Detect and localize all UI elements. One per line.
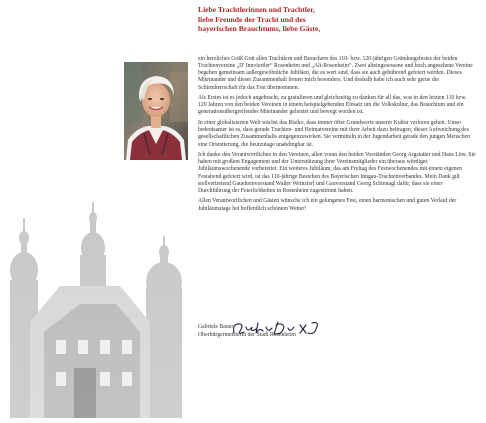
paragraph: ein herzliches Grüß Gott allen Trachtlern und Besuchern des 110- bzw. 120-jährigen Gründungsfestes der beiden Trachtenvereine „D' Innviertler“ Rosenheim und „Alt-Rosenheim“. Zwei alteingesessene und hoch angesehene Vereine begehen gemeinsam außergewöhnliche Jubiläen, die es wert sind, dass sie auch gebührend gefeiert werden. Dieses Miteinander und dieser Zusammenhalt freuen mich besonders. Und deshalb habe ich auch sehr gerne die Schirmherrschaft für das Fest übernommen.	[198, 56, 473, 91]
paragraph: Allen Verantwortlichen und Gästen wünsche ich ein gelungenes Fest, einen harmonischen und guten Verlauf der Jubiläumstage bei hoffentlich schönem Wetter!	[198, 198, 457, 212]
greeting-line-3: bayerischen Brauchtums, liebe Gäste,	[198, 24, 321, 34]
greeting-heading	[198, 5, 478, 34]
paragraph: In einer globalisierten Welt wächst das Risiko, dass immer öfter Grundwerte unserer Kultur verloren gehen. Umso bedeutsamer ist es, dass gerade Trachten- und Heimatvereine mit ihrer Arbeit dazu beitragen, dieser Aufweichung des gesellschaftlichen Zusammenhalts entgegenzuwirken. Sie vermitteln in der Jugendarbeit gerade den jungen Menschen eine Orientierung, die heutzutage unabdingbar ist.	[198, 120, 471, 148]
greeting-line-2: liebe Freunde der Tracht und des	[198, 14, 306, 24]
greeting-line-1: Liebe Trachtlerinnen und Trachtler,	[198, 5, 315, 14]
portrait-photo	[124, 62, 188, 160]
handwritten-signature	[230, 319, 330, 343]
signatory-name: Gabriele Bauer	[198, 324, 234, 330]
letter-body	[198, 56, 476, 216]
church-illustration	[0, 200, 196, 418]
signature-block	[198, 322, 398, 358]
paragraph: Als Erstes ist es jedoch angebracht, zu gratulieren und gleichzeitig zu danken für all das, was in den letzten 110 bzw. 120 Jahren von den beiden Vereinen in einem beispielgebenden Einsatz um die Volkskultur, das Brauchtum und ein generationsübergreifendes Miteinander geleistet und bewegt worden ist.	[198, 95, 467, 116]
paragraph: Ich danke den Verantwortlichen in den Vereinen, allen voran den beiden Vorständen Georg Argstatter und Hans Löw. Sie haben mit großem Engagement und der Unterstützung ihrer Vereinsmitglieder ein überaus würdiges Jubiläumswochenende vorbereitet. Ein weiteres Jubiläum, das am Freitag des Festwochenendes mit einem eigenen Festabend gefeiert wird, ist das 110-jährige Bestehen des Bayerischen Inngau-Trachtenverbandes. Mein Dank gilt stellvertretend Gauehrenvorstand Walter Weinzierl und Gauvorstand Georg Schinnagl dafür, dass sie einer Durchführung der Feierlichkeiten in Rosenheim zugestimmt haben.	[198, 152, 476, 194]
signatory-title: Oberbürgermeisterin der Stadt Rosenheim	[198, 332, 296, 338]
